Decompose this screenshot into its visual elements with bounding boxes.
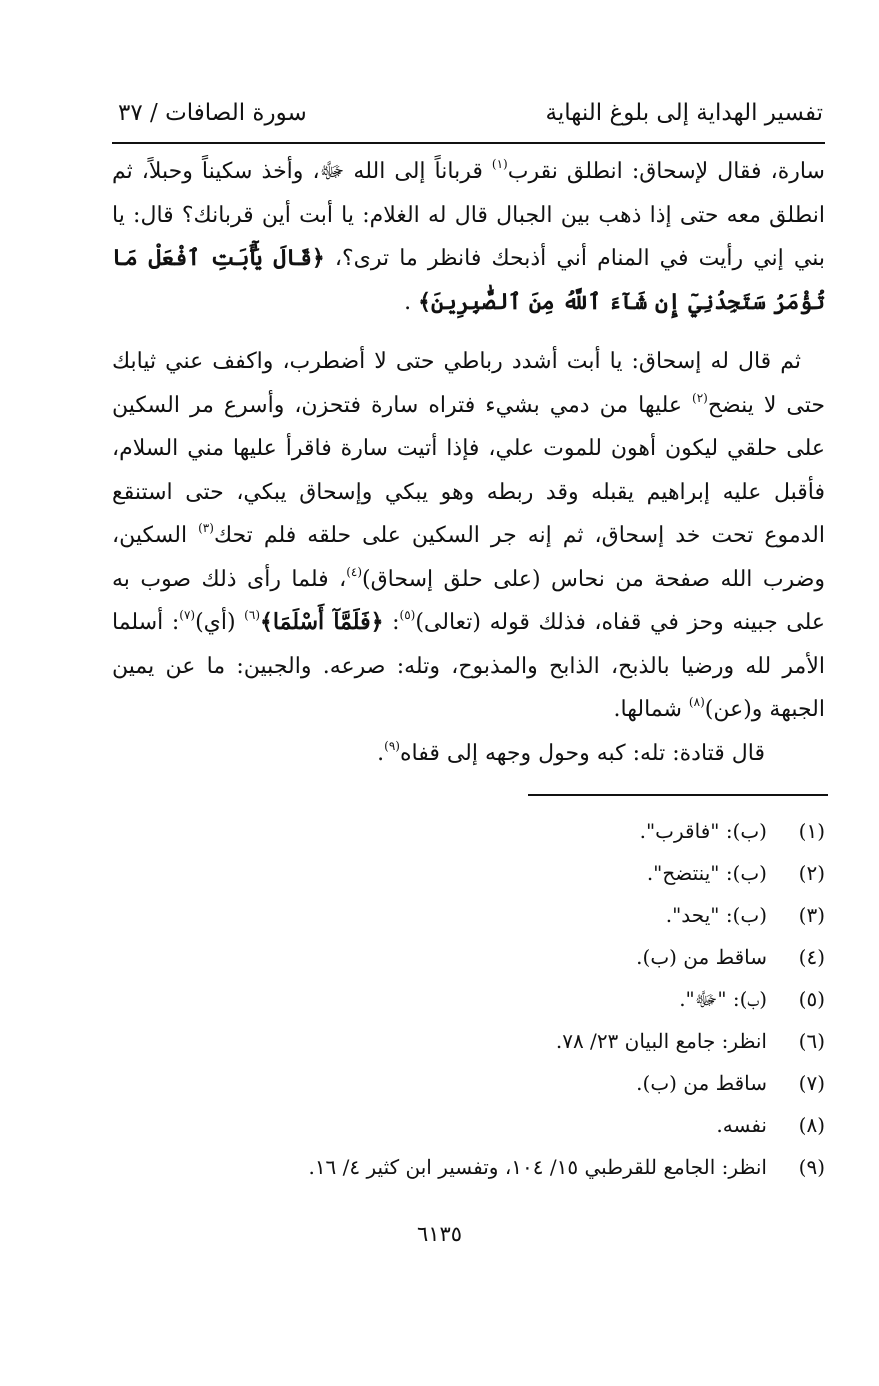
footnote-number: (١)	[798, 819, 825, 843]
text-run: .	[404, 289, 419, 315]
running-header-surah: سورة الصافات / ٣٧	[118, 100, 307, 126]
text-run: ثم قال له إسحاق: يا أبت أشدد رباطي حتى لا أضطرب، واكفف عني ثيابك حتى لا ينضح	[112, 349, 825, 418]
page-number: ٦١٣٥	[416, 1222, 463, 1246]
paragraph-3	[112, 732, 825, 776]
footnote-item	[200, 894, 825, 936]
footnote-divider	[528, 794, 828, 796]
footnote-number: (٧)	[798, 1071, 825, 1095]
quran-verse: ﴿فَلَمَّآ أَسْلَمَا﴾	[260, 609, 384, 635]
footnote-text: ساقط من (ب).	[636, 945, 767, 969]
footnote-number: (٦)	[798, 1029, 825, 1053]
footnote-marker-8: (٨)	[688, 695, 705, 709]
text-run: : أسلما الأمر لله ورضيا بالذبح، الذابح والمذبوح، وتله: صرعه. والجبين: ما عن يمين الجبهة و(عن)	[112, 610, 825, 722]
quran-verse: ﴿قَالَ يَٰٓأَبَتِ ٱفْعَلْ مَا تُؤْمَرُ سَتَجِدُنِيٓ إِن شَآءَ ٱللَّهُ مِنَ ٱلصَّٰبِرِينَ﴾	[112, 245, 825, 315]
footnotes	[200, 810, 825, 1188]
header-divider	[112, 142, 825, 144]
footnote-number: (٥)	[798, 987, 825, 1011]
text-run: (أي)	[195, 610, 245, 635]
footnote-marker-4: (٤)	[346, 564, 363, 579]
text-run: السكين، وضرب الله صفحة من نحاس (على حلق إسحاق)	[112, 523, 825, 592]
footnote-item	[200, 810, 825, 852]
footnote-item	[200, 852, 825, 894]
text-run: شمالها.	[613, 697, 689, 722]
footnote-text: انظر: الجامع للقرطبي ١٥/ ١٠٤، وتفسير ابن كثير ٤/ ١٦.	[308, 1155, 767, 1179]
footnote-marker-5: (٥)	[399, 608, 416, 622]
footnote-text: انظر: جامع البيان ٢٣/ ٧٨.	[555, 1029, 767, 1053]
footnote-text: (ب): "ينتضح".	[646, 861, 767, 885]
footnote-number: (٩)	[798, 1155, 825, 1179]
footnote-text: (ب): "يحد".	[665, 903, 767, 927]
footnote-item	[200, 978, 825, 1020]
text-run: سارة، فقال لإسحاق: انطلق نقرب	[507, 159, 825, 184]
text-run: ، فلما رأى ذلك صوب به على جبينه وحز في قفاه، فذلك قوله (تعالى)	[112, 566, 826, 635]
footnote-number: (٣)	[798, 903, 825, 927]
footnote-marker-1: (١)	[491, 157, 508, 171]
footnote-marker-9: (٩)	[384, 738, 400, 753]
footnote-number: (٨)	[798, 1113, 825, 1137]
text-run: قال قتادة: تله: كبه وحول وجهه إلى قفاه	[399, 740, 765, 766]
footnote-item	[200, 1146, 825, 1188]
footnote-marker-7: (٧)	[179, 608, 196, 622]
footnote-marker-2: (٢)	[692, 390, 708, 405]
footnote-number: (٢)	[798, 861, 825, 885]
footnote-marker-6: (٦)	[244, 608, 260, 622]
text-run: .	[377, 740, 385, 766]
footnote-item	[200, 936, 825, 978]
text-run: قرباناً إلى الله ﷻ، وأخذ سكيناً وحبلاً، ثم انطلق معه حتى إذا ذهب بين الجبال قال له الغلام: يا أبت أين قربانك؟ قال: يا بني إني رأيت في المنام أني أذبحك فانظر ما ترى؟،	[112, 159, 825, 271]
footnote-text: ساقط من (ب).	[636, 1071, 767, 1095]
footnote-text: (ب): "ﷻ".	[679, 987, 767, 1011]
footnote-marker-3: (٣)	[198, 521, 214, 535]
text-run: :	[383, 610, 400, 635]
footnote-item	[200, 1062, 825, 1104]
paragraph-1	[112, 150, 825, 324]
text-run: عليها من دمي بشيء فتراه سارة فتحزن، وأسرع مر السكين على حلقي ليكون أهون للموت علي، فإذا أتيت سارة فاقرأ عليها مني السلام، فأقبل عليه إبراهيم يقبله وقد ربطه وهو يبكي وإسحاق يبكي، حتى استنقع الدموع تحت خد إسحاق، ثم إنه جر السكين على حلقه فلم تحك	[112, 392, 825, 548]
footnote-item	[200, 1020, 825, 1062]
running-header-book-title: تفسير الهداية إلى بلوغ النهاية	[545, 100, 823, 126]
footnote-item	[200, 1104, 825, 1146]
footnote-text: نفسه.	[716, 1113, 767, 1137]
footnote-number: (٤)	[798, 945, 825, 969]
main-text	[112, 150, 825, 775]
footnote-text: (ب): "فاقرب".	[639, 819, 767, 843]
paragraph-2	[112, 340, 825, 732]
